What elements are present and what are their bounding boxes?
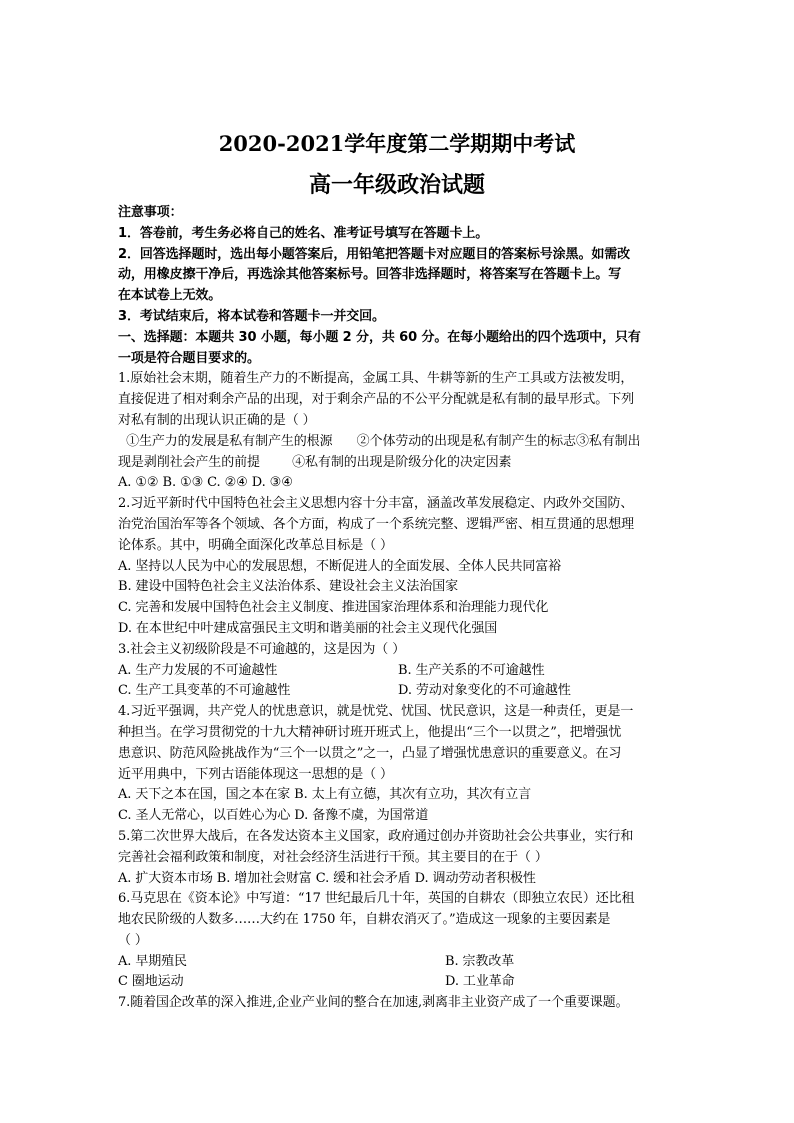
notice-line: 动，用橡皮擦干净后，再选涂其他答案标号。回答非选择题时，将答案写在答题卡上。写 — [118, 267, 622, 283]
option-row — [118, 952, 680, 973]
option-row — [118, 972, 680, 993]
notice-line: 1．答卷前，考生务必将自己的姓名、准考证号填写在答题卡上。 — [118, 225, 489, 241]
question-text: 6.马克思在《资本论》中写道：“17 世纪最后几十年，英国的自耕农（即独立农民）还比租 — [118, 891, 635, 907]
question-6 — [118, 889, 680, 993]
question-4 — [118, 702, 680, 827]
question-text: 4.习近平强调，共产党人的忧患意识，就是忧党、忧国、忧民意识，这是一种责任，更是一 — [118, 704, 634, 720]
question-text: 种担当。在学习贯彻党的十九大精神研讨班开班式上，他提出“三个一以贯之”，把增强忧 — [118, 724, 622, 740]
question-text: 地农民阶级的人数多……大约在 1750 年，自耕农消灭了。”造成这一现象的主要因素是 — [118, 912, 611, 928]
exam-title: 2020-2021学年度第二学期期中考试 — [218, 131, 576, 156]
notice-line: 3．考试结束后，将本试卷和答题卡一并交回。 — [118, 308, 385, 324]
exam-body — [118, 203, 680, 1014]
option-a: A. 生产力发展的不可逾越性 — [118, 662, 278, 678]
question-5 — [118, 827, 680, 889]
option-b: B. 建设中国特色社会主义法治体系、建设社会主义法治国家 — [118, 579, 459, 595]
question-text: 对私有制的出现认识正确的是（ ） — [118, 412, 316, 428]
option-row: A. 天下之本在国，国之本在家 B. 太上有立德，其次有立功，其次有立言 — [118, 787, 532, 803]
notice-heading: 注意事项： — [118, 205, 183, 220]
option-d: D. 工业革命 — [445, 974, 515, 990]
notice-line: 在本试卷上无效。 — [118, 288, 222, 304]
option-d: D. 劳动对象变化的不可逾越性 — [398, 683, 571, 699]
question-text: 近平用典中，下列古语能体现这一思想的是（ ） — [118, 766, 393, 782]
question-text: 5.第二次世界大战后，在各发达资本主义国家，政府通过创办并资助社会公共事业，实行和 — [118, 828, 634, 844]
notice-line: 2．回答选择题时，选出每小题答案后，用铅笔把答题卡对应题目的答案标号涂黑。如需改 — [118, 246, 631, 262]
question-text: 治党治国治军等各个领域、各个方面，构成了一个系统完整、逻辑严密、相互贯通的思想理 — [118, 516, 635, 532]
option-a: A. 坚持以人民为中心的发展思想，不断促进人的全面发展、全体人民共同富裕 — [118, 558, 562, 574]
question-text: 2.习近平新时代中国特色社会主义思想内容十分丰富，涵盖改革发展稳定、内政外交国防、 — [118, 496, 634, 512]
section-line: 一、选择题：本题共 30 小题，每小题 2 分，共 60 分。在每小题给出的四个选项中，只有 — [118, 329, 641, 345]
question-statement: ①生产力的发展是私有制产生的根源 ②个体劳动的出现是私有制产生的标志③私有制出 — [118, 433, 641, 449]
option-row: C. 圣人无常心，以百姓心为心 D. 备豫不虞，为国常道 — [118, 808, 429, 824]
option-c: C. 完善和发展中国特色社会主义制度、推进国家治理体系和治理能力现代化 — [118, 600, 549, 616]
question-2 — [118, 494, 680, 640]
question-options: A. ①② B. ①③ C. ②④ D. ③④ — [118, 475, 293, 491]
option-b: B. 生产关系的不可逾越性 — [398, 662, 545, 678]
question-text: 患意识、防范风险挑战作为“三个一以贯之”之一，凸显了增强忧患意识的重要意义。在习 — [118, 745, 622, 761]
question-1 — [118, 369, 680, 494]
exam-subtitle: 高一年级政治试题 — [308, 172, 485, 198]
option-b: B. 宗教改革 — [445, 953, 515, 969]
question-options: A. 扩大资本市场 B. 增加社会财富 C. 缓和社会矛盾 D. 调动劳动者积极性 — [118, 870, 536, 886]
question-text: 直接促进了相对剩余产品的出现，对于剩余产品的不公平分配就是私有制的最早形式。下列 — [118, 392, 635, 408]
option-row — [118, 661, 680, 682]
question-text: 论体系。其中，明确全面深化改革总目标是（ ） — [118, 537, 393, 553]
question-text: 7.随着国企改革的深入推进,企业产业间的整合在加速,剥离非主业资产成了一个重要课题。 — [118, 995, 629, 1011]
question-text: 1.原始社会末期，随着生产力的不断提高，金属工具、牛耕等新的生产工具或方法被发明， — [118, 371, 634, 387]
option-c: C 圈地运动 — [118, 974, 184, 990]
question-text: （ ） — [118, 932, 148, 948]
option-d: D. 在本世纪中叶建成富强民主文明和谐美丽的社会主义现代化强国 — [118, 620, 498, 636]
question-statement: 现是剥削社会产生的前提 ④私有制的出现是阶级分化的决定因素 — [118, 454, 512, 470]
question-7 — [118, 993, 680, 1014]
question-3 — [118, 640, 680, 702]
option-c: C. 生产工具变革的不可逾越性 — [118, 683, 291, 699]
notice-section — [118, 203, 680, 328]
section-heading — [118, 328, 680, 370]
option-a: A. 早期殖民 — [118, 953, 187, 969]
question-text: 完善社会福利政策和制度，对社会经济生活进行干预。其主要目的在于（ ） — [118, 849, 548, 865]
section-line: 一项是符合题目要求的。 — [118, 350, 260, 366]
option-row — [118, 681, 680, 702]
question-text: 3.社会主义初级阶段是不可逾越的，这是因为（ ） — [118, 641, 406, 657]
